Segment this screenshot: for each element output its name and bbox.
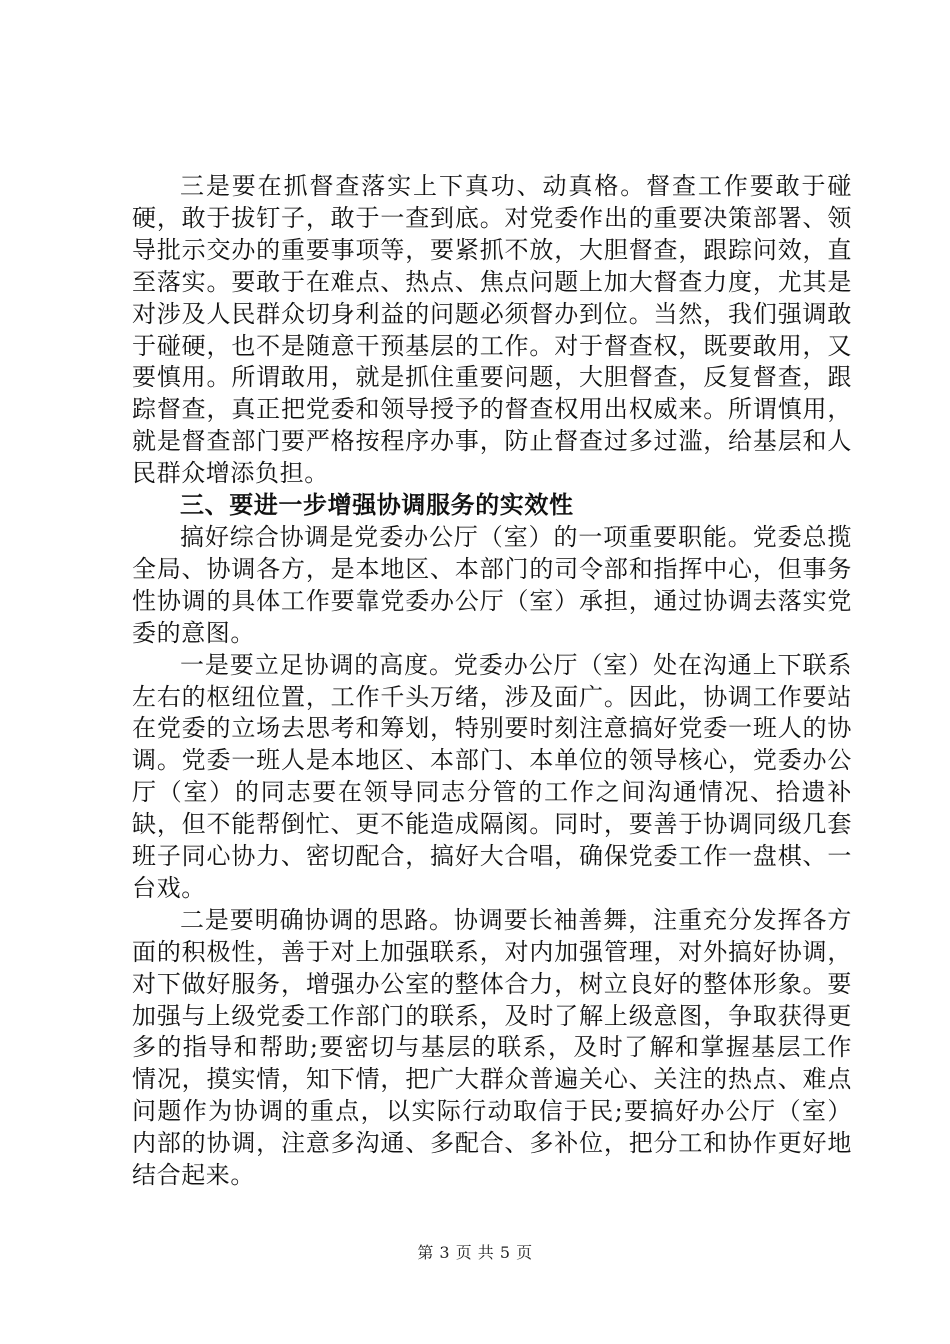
paragraph-coordination-approach: 二是要明确协调的思路。协调要长袖善舞，注重充分发挥各方面的积极性，善于对上加强联系，对内加强管理，对外搞好协调，对下做好服务，增强办公室的整体合力，树立良好的整体形象。要加强与上级党委工作部门的联系，及时了解上级意图，争取获得更多的指导和帮助;要密切与基层的联系，及时了解和掌握基层工作情况，摸实情，知下情，把广大群众普遍关心、关注的热点、难点问题作为协调的重点，以实际行动取信于民;要搞好办公厅（室）内部的协调，注意多沟通、多配合、多补位，把分工和协作更好地结合起来。 xyxy=(132,905,852,1190)
paragraph-supervision: 三是要在抓督查落实上下真功、动真格。督查工作要敢于碰硬，敢于拔钉子，敢于一查到底。对党委作出的重要决策部署、领导批示交办的重要事项等，要紧抓不放，大胆督查，跟踪问效，直至落实。要敢于在难点、热点、焦点问题上加大督查力度，尤其是对涉及人民群众切身利益的问题必须督办到位。当然，我们强调敢于碰硬，也不是随意干预基层的工作。对于督查权，既要敢用，又要慎用。所谓敢用，就是抓住重要问题，大胆督查，反复督查，跟踪督查，真正把党委和领导授予的督查权用出权威来。所谓慎用，就是督查部门要严格按程序办事，防止督查过多过滥，给基层和人民群众增添负担。 xyxy=(132,172,852,488)
document-body xyxy=(132,171,852,1192)
page-number-footer: 第 3 页 共 5 页 xyxy=(417,1243,533,1262)
section-heading: 三、要进一步增强协调服务的实效性 xyxy=(180,491,574,520)
paragraph-coordination-intro: 搞好综合协调是党委办公厅（室）的一项重要职能。党委总揽全局、协调各方，是本地区、本部门的司令部和指挥中心，但事务性协调的具体工作要靠党委办公厅（室）承担，通过协调去落实党委的意图。 xyxy=(132,522,852,647)
paragraph-coordination-height: 一是要立足协调的高度。党委办公厅（室）处在沟通上下联系左右的枢纽位置，工作千头万绪，涉及面广。因此，协调工作要站在党委的立场去思考和筹划，特别要时刻注意搞好党委一班人的协调。党委一班人是本地区、本部门、本单位的领导核心，党委办公厅（室）的同志要在领导同志分管的工作之间沟通情况、拾遗补缺，但不能帮倒忙、更不能造成隔阂。同时，要善于协调同级几套班子同心协力、密切配合，搞好大合唱，确保党委工作一盘棋、一台戏。 xyxy=(132,650,852,902)
